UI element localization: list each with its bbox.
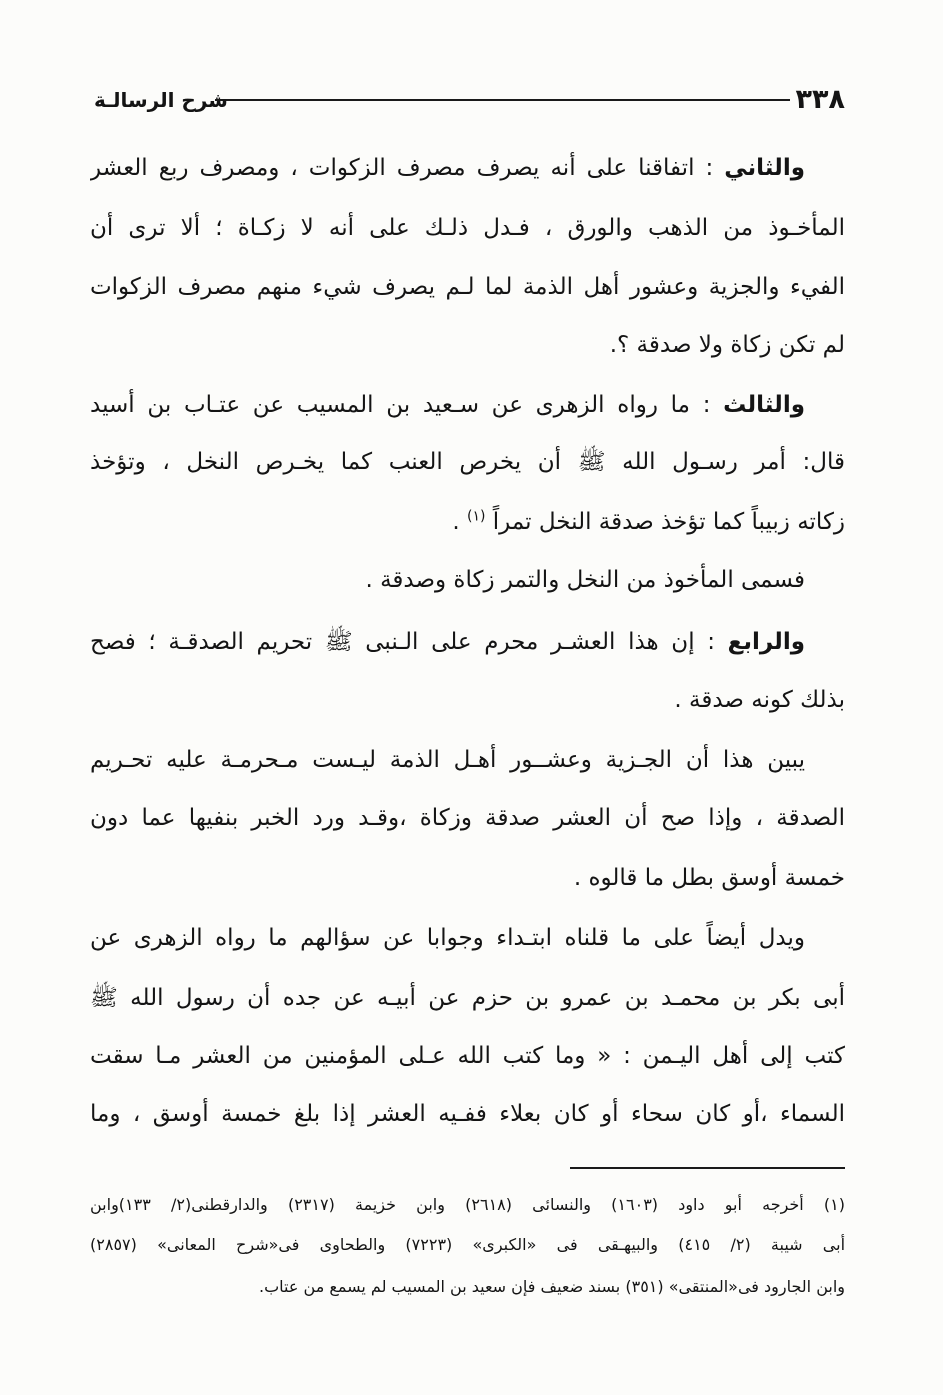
body-line-16 — [90, 1032, 845, 1080]
body-line-14 — [90, 914, 845, 962]
body-line-12 — [90, 794, 845, 842]
line-text: قال: أمر رسـول الله ﷺ أن يخرص العنب كما يخـرص النخل ، وتؤخذ — [90, 449, 845, 475]
line-tail: . — [452, 509, 468, 535]
body-line-11 — [90, 736, 845, 784]
header-rule — [215, 99, 790, 101]
page-number: ٣٣٨ — [795, 84, 845, 115]
footnote-ref: (١) — [467, 508, 486, 525]
line-text: كتب إلى أهل اليـمن : « وما كتب الله عـلى المؤمنين من العشر مـا سقت — [90, 1043, 845, 1069]
body-line-5 — [90, 381, 845, 429]
body-line-10 — [90, 676, 845, 724]
line-text: الفيء والجزية وعشور أهل الذمة لما لـم يصرف شيء منهم مصرف الزكوات — [90, 274, 845, 300]
section-lead: والرابع — [727, 629, 805, 655]
line-text: يبين هذا أن الجـزية وعشــور أهـل الذمة ليـست مـحرمـة عليه تحـريم — [90, 747, 805, 773]
footnote-line-1: (١) أخرجه أبو داود (١٦٠٣) والنسائى (٢٦١٨) وابن خزيمة (٢٣١٧) والدارقطنى(٢/ ١٣٣)وابن — [90, 1195, 845, 1214]
body-line-1 — [90, 144, 845, 192]
body-line-4 — [90, 321, 845, 369]
line-text: لم تكن زكاة ولا صدقة ؟. — [609, 332, 845, 358]
line-text: السماء ،أو كان سحاء أو كان بعلاء ففـيه العشر إذا بلغ خمسة أوسق ، وما — [90, 1101, 845, 1127]
line-text: ويدل أيضاً على ما قلناه ابتـداء وجوابا عن سؤالهم ما رواه الزهرى عن — [90, 925, 805, 951]
line-text: زكاته زبيباً كما تؤخذ صدقة النخل تمراً — [485, 509, 845, 535]
line-text: بذلك كونه صدقة . — [674, 687, 845, 713]
body-line-17 — [90, 1090, 845, 1138]
line-text: المأخـوذ من الذهب والورق ، فـدل ذلـك على أنه لا زكـاة ؛ ألا ترى أن — [90, 215, 845, 241]
footnote-rule — [570, 1167, 845, 1169]
section-lead: والثاني — [724, 155, 805, 181]
body-line-8 — [90, 556, 845, 604]
line-text: : إن هذا العشـر محرم على الـنبى ﷺ تحريم الصدقـة ؛ فصح — [90, 629, 728, 655]
line-text: الصدقة ، وإذا صح أن العشر صدقة وزكاة ،وقـد ورد الخبر بنفيها عما دون — [90, 805, 845, 831]
footnote-line-3: وابن الجارود فى«المنتقى» (٣٥١) بسند ضعيف فإن سعيد بن المسيب لم يسمع من عتاب. — [259, 1277, 845, 1296]
line-text: فسمى المأخوذ من النخل والتمر زكاة وصدقة . — [365, 567, 805, 593]
body-line-13 — [90, 854, 845, 902]
body-line-9 — [90, 618, 845, 666]
body-line-6 — [90, 438, 845, 486]
line-text: : اتفاقنا على أنه يصرف مصرف الزكوات ، ومصرف ربع العشر — [90, 155, 725, 181]
line-text: : ما رواه الزهرى عن سـعيد بن المسيب عن عتـاب بن أسيد — [90, 392, 724, 418]
body-line-15 — [90, 974, 845, 1022]
section-lead: والثالث — [723, 392, 805, 418]
running-title: شرح الرسالـة — [94, 88, 228, 112]
line-text: خمسة أوسق بطل ما قالوه . — [573, 865, 845, 891]
body-line-2 — [90, 204, 845, 252]
line-text: أبى بكر بن محمـد بن عمرو بن حزم عن أبيـه عن جده أن رسول الله ﷺ — [90, 985, 845, 1011]
footnote-line-2: أبى شيبة (٢/ ٤١٥) والبيهـقى فى «الكبرى» (٧٢٢٣) والطحاوى فى«شرح المعانى» (٢٨٥٧) — [90, 1235, 845, 1254]
body-line-7 — [90, 498, 845, 546]
body-line-3 — [90, 263, 845, 311]
